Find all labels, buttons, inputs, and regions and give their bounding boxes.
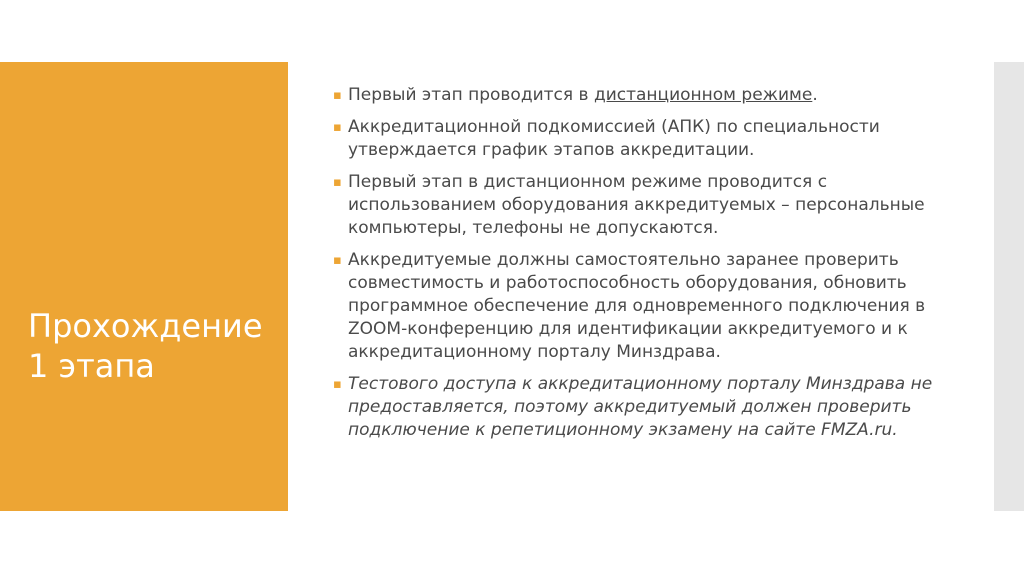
bullet-item-5 <box>330 373 950 442</box>
bullet-item-4 <box>330 249 950 364</box>
bullet-item-1 <box>330 84 950 107</box>
bullet-marker-icon: ▪ <box>333 175 342 190</box>
bullet-marker-icon: ▪ <box>333 377 342 392</box>
bullet-4-text: Аккредитуемые должны самостоятельно заранее проверить совместимость и работоспособность оборудования, обновить программное обеспечение для одновременного подключения в ZOOM-конференцию для идентификации аккредитуемого и к аккредитационному порталу Минздрава. <box>348 250 926 362</box>
bullet-3-text: Первый этап в дистанционном режиме проводится с использованием оборудования аккредитуемых – персональные компьютеры, телефоны не допускаются. <box>348 172 925 238</box>
bullet-5-text: Тестового доступа к аккредитационному порталу Минздрава не предоставляется, поэтому аккредитуемый должен проверить подключение к репетиционному экзамену на сайте FMZA.ru. <box>348 374 933 440</box>
title-panel <box>0 62 288 511</box>
bullet-1-text-before: Первый этап проводится в <box>348 85 594 105</box>
slide-title <box>28 306 278 386</box>
bullet-item-2 <box>330 116 950 162</box>
bullet-marker-icon: ▪ <box>333 253 342 268</box>
bullet-list <box>330 84 950 451</box>
slide-title-line-1: Прохождение <box>28 307 263 345</box>
bullet-1-underlined-text: дистанционном режиме <box>593 85 813 105</box>
slide-title-line-2: 1 этапа <box>28 347 155 385</box>
bullet-marker-icon: ▪ <box>333 120 342 135</box>
bullet-1-text-after: . <box>812 85 818 105</box>
bullet-item-3 <box>330 171 950 240</box>
bullet-2-text: Аккредитационной подкомиссией (АПК) по специальности утверждается график этапов аккредитации. <box>348 117 880 160</box>
bullet-marker-icon: ▪ <box>333 88 342 103</box>
right-decorative-strip <box>994 62 1024 511</box>
